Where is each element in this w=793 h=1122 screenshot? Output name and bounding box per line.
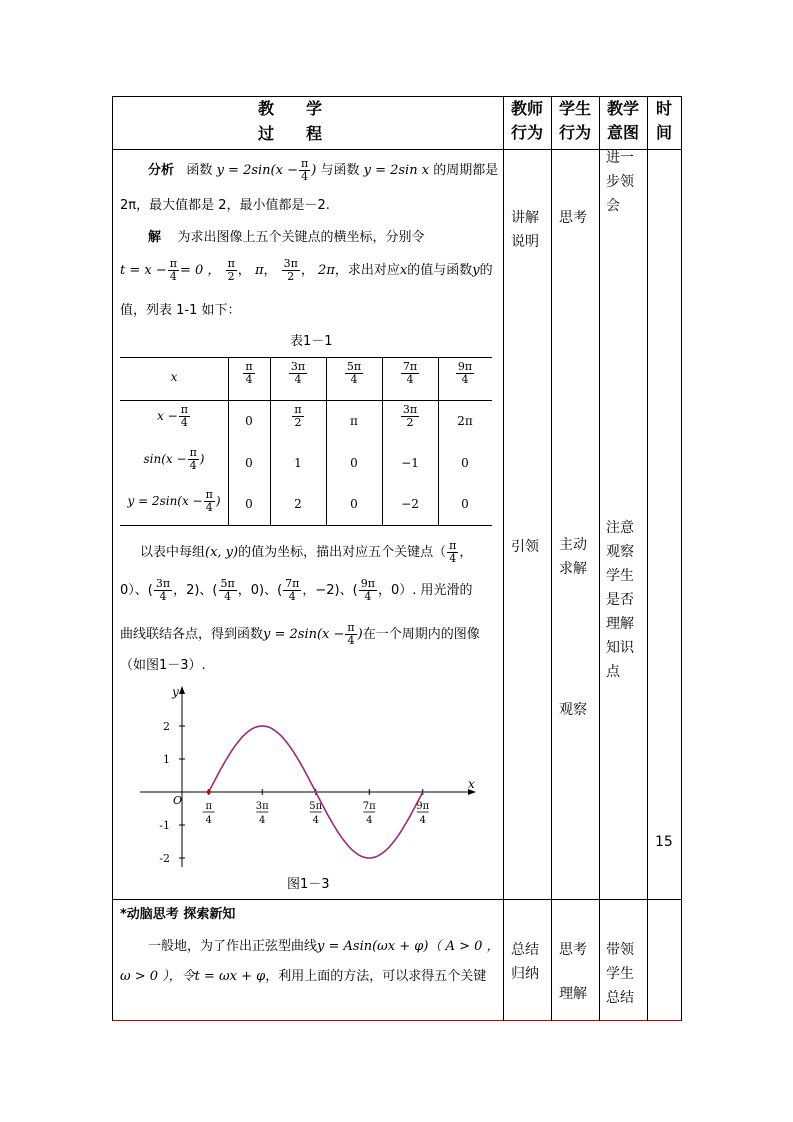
table-x-header: x	[170, 370, 178, 384]
inner-table-header-rule	[120, 400, 492, 401]
analysis-func2: y = 2sin x	[363, 163, 430, 178]
analysis-line1	[148, 158, 498, 183]
table-row2-value: π	[350, 414, 358, 428]
x-tick-label-den: 4	[205, 815, 212, 826]
student-action-1: 思考	[559, 210, 587, 226]
section2-line1: 一般地，为了作出正弦型曲线y = Asin(ωx + φ)（ A > 0 ，	[148, 939, 500, 954]
teaching-intent-1: 进一 步领 会	[606, 150, 634, 214]
x-tick-label-num: 3π	[255, 801, 269, 812]
col-divider-student	[551, 96, 552, 1021]
sine-graph	[140, 682, 485, 872]
table-row4-value: 2	[294, 497, 302, 511]
header-teaching-intent: 教学 意图	[606, 99, 639, 142]
col-divider-intent	[599, 96, 600, 1021]
teacher-action-3: 总结 归纳	[511, 942, 539, 982]
table-row4-value: −2	[401, 497, 419, 511]
header-process-line1: 教 学	[257, 99, 322, 118]
solution-line1	[148, 229, 425, 247]
x-tick-label-num: 5π	[309, 801, 323, 812]
origin-label: O	[173, 794, 183, 807]
x-tick-label-num: π	[205, 801, 213, 812]
x-tick-label-num: 9π	[416, 801, 430, 812]
para2-line3: 曲线联结各点，得到函数y = 2sin(x − $\frac{\pi}{4}$ )在一个周期内的图像	[120, 621, 480, 647]
y-tick-label: -2	[159, 852, 170, 865]
analysis-text2: 与函数	[320, 163, 360, 178]
inner-table-bottom	[120, 525, 492, 526]
para2-line4: （如图1－3）.	[120, 658, 206, 673]
solution-label: 解	[148, 230, 162, 245]
table-x-value-3: $\frac{5\pi}{4}$	[346, 360, 362, 386]
table-row3-value: 0	[461, 456, 469, 470]
section2-title: *动脑思考 探索新知	[120, 907, 236, 922]
solution-line2: t = x − $\frac{\pi}{4}$ = 0 ， $\frac{\pi}{2}$ ， π， $\frac{3\pi}{2}$ ， 2π，求出对应x的值与函数y的	[120, 257, 493, 283]
table-row3-label: sin(x − $\frac{\pi}{4}$ )	[143, 446, 205, 472]
para2-line1: 以表中每组(x, y)的值为坐标，描出对应五个关键点（ $\frac{\pi}{4}$ ，	[140, 539, 473, 565]
table-row2-label: x − $\frac{\pi}{4}$	[157, 403, 188, 429]
x-tick-label-den: 4	[419, 815, 426, 826]
analysis-text3: 的周期都是	[433, 163, 499, 178]
table-x-value-2: $\frac{3\pi}{4}$	[290, 360, 306, 386]
table-row2-value: 2π	[457, 414, 473, 428]
analysis-func1: y = 2sin(x − $\frac{\pi}{4}$ )	[216, 157, 317, 183]
y-tick-label: 2	[163, 720, 170, 733]
y-axis-label: y	[172, 685, 179, 699]
x-tick-label-num: 7π	[362, 801, 376, 812]
table-row2-value: 0	[245, 414, 253, 428]
table-x-value-1: $\frac{\pi}{4}$	[245, 360, 253, 386]
para2-line2: 0）、( $\frac{3\pi}{4}$ ，2)、( $\frac{5\pi}{4}$ ，0)、( $\frac{7\pi}{4}$ ，−2)、( $\frac{9\pi}{4}$ ，0）. 用光滑的	[120, 577, 473, 603]
header-student-action: 学生 行为	[558, 99, 591, 142]
table-x-value-5: $\frac{9\pi}{4}$	[457, 360, 473, 386]
table-row4-label: y = 2sin(x − $\frac{\pi}{4}$ )	[127, 488, 221, 514]
y-tick-label: 1	[163, 753, 170, 766]
table-top-border	[112, 96, 682, 97]
x-tick-label-den: 4	[312, 815, 319, 826]
table-row2-value: $\frac{3\pi}{2}$	[402, 403, 418, 429]
row-divider	[112, 899, 682, 900]
table-caption: 表1－1	[290, 334, 333, 349]
table-bottom-border	[112, 1020, 682, 1021]
table-row3-value: 0	[350, 456, 358, 470]
header-process-line2: 过 程	[257, 124, 322, 143]
table-x-value-4: $\frac{7\pi}{4}$	[402, 360, 418, 386]
table-left-border	[112, 96, 113, 1021]
col-divider-time	[647, 96, 648, 1021]
header-time: 时间	[655, 99, 672, 142]
analysis-text1: 函数	[186, 163, 213, 178]
solution-text1: 为求出图像上五个关键点的横坐标，分别令	[177, 230, 425, 245]
start-point	[207, 790, 211, 794]
table-row4-value: 0	[245, 497, 253, 511]
header-bottom-border	[112, 149, 682, 150]
teaching-intent-2: 注意 观察 学生 是否 理解 知识 点	[606, 520, 634, 680]
table-right-border	[681, 96, 682, 1021]
time-minutes: 15	[655, 834, 673, 850]
analysis-label: 分析	[148, 163, 175, 178]
analysis-line2: 2π，最大值都是 2，最小值都是－2.	[120, 198, 330, 213]
table-row3-value: −1	[401, 456, 419, 470]
teacher-action-2: 引领	[511, 539, 539, 555]
student-action-3: 观察	[559, 702, 587, 718]
table-row4-value: 0	[350, 497, 358, 511]
teaching-intent-3: 带领 学生 总结	[606, 942, 634, 1006]
teacher-action-1: 讲解 说明	[511, 210, 539, 250]
header-teacher-action: 教师 行为	[510, 99, 543, 142]
student-action-2: 主动 求解	[559, 537, 587, 577]
table-row2-value: $\frac{\pi}{2}$	[294, 403, 302, 429]
table-row4-value: 0	[461, 497, 469, 511]
x-tick-label-den: 4	[259, 815, 266, 826]
student-action-4: 思考	[559, 942, 587, 958]
col-divider-teacher	[503, 96, 504, 1021]
section2-line2: ω > 0 ），令t = ωx + φ，利用上面的方法，可以求得五个关键	[120, 969, 487, 984]
y-axis-arrow	[179, 686, 185, 694]
student-action-5: 理解	[559, 986, 587, 1002]
solution-line3: 值，列表 1-1 如下：	[120, 303, 241, 318]
x-axis-label: x	[468, 777, 475, 791]
figure-caption: 图1－3	[287, 877, 330, 892]
inner-table-top	[120, 357, 492, 358]
y-tick-label: -1	[159, 819, 170, 832]
table-row3-value: 0	[245, 456, 253, 470]
x-tick-label-den: 4	[366, 815, 373, 826]
table-row3-value: 1	[294, 456, 302, 470]
